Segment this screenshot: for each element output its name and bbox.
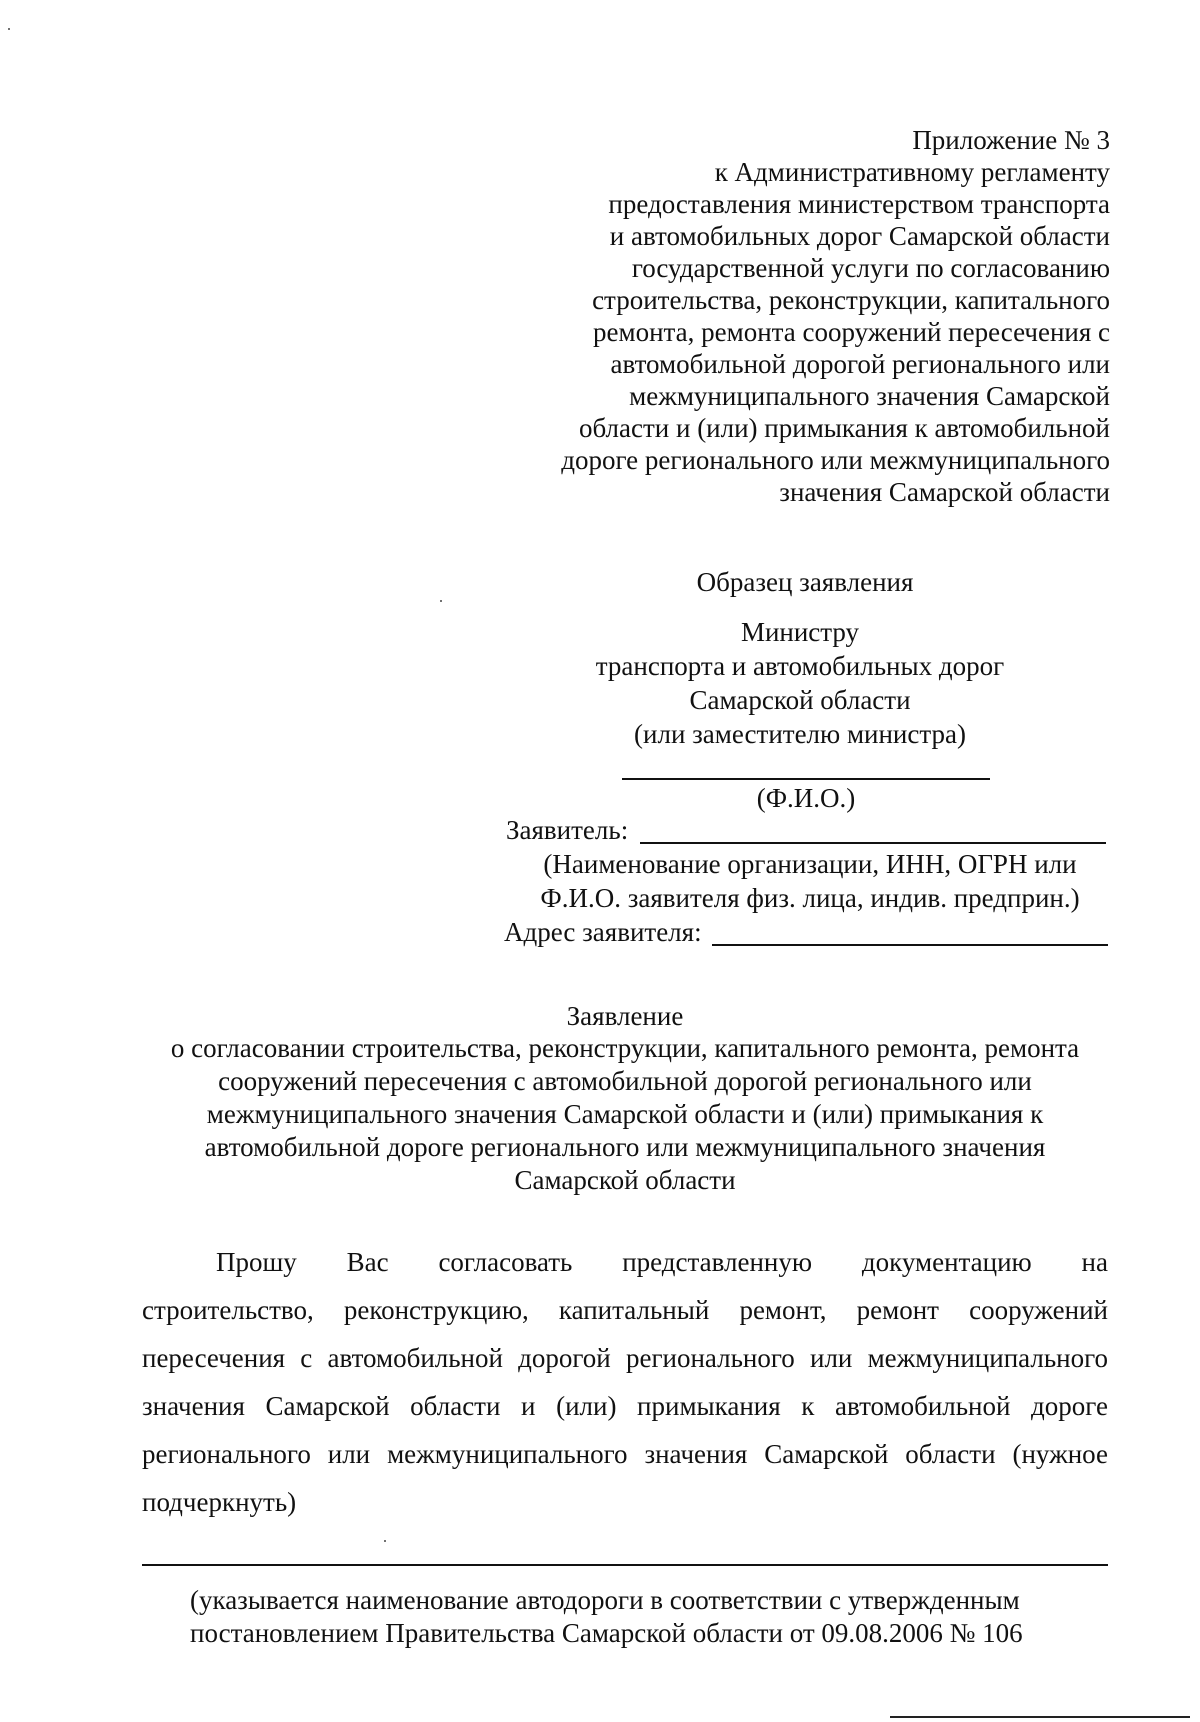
addressee-line: (или заместителю министра) xyxy=(634,719,966,749)
scan-speck xyxy=(384,1540,386,1542)
appendix-line: области и (или) примыкания к автомобильной xyxy=(578,413,1110,443)
statement-subject-line: о согласовании строительства, реконструкции, капитального ремонта, ремонта xyxy=(170,1033,1080,1063)
applicant-blank-line xyxy=(640,842,1106,844)
applicant-hint: (Наименование организации, ИНН, ОГРН или xyxy=(543,849,1077,879)
addressee-line: Самарской области xyxy=(689,685,911,715)
scan-edge-line xyxy=(890,1716,1190,1718)
road-note-line: (указывается наименование автодороги в соответствии с утвержденным xyxy=(190,1585,1020,1615)
appendix-line: государственной услуги по согласованию xyxy=(631,253,1110,283)
appendix-line: автомобильной дорогой регионального или xyxy=(610,349,1110,379)
body-line: пересечения с автомобильной дорогой регионального или межмуниципального xyxy=(142,1343,1108,1373)
appendix-line: строительства, реконструкции, капитального xyxy=(592,285,1110,315)
addressee-line: транспорта и автомобильных дорог xyxy=(595,651,1005,681)
statement-subject-line: автомобильной дороге регионального или межмуниципального значения xyxy=(204,1132,1046,1162)
statement-title: Заявление xyxy=(566,1001,684,1031)
appendix-line: ремонта, ремонта сооружений пересечения с xyxy=(593,317,1110,347)
statement-subject-line: сооружений пересечения с автомобильной дорогой регионального или xyxy=(218,1066,1032,1096)
road-note-line: постановлением Правительства Самарской области от 09.08.2006 № 106 xyxy=(190,1618,1023,1648)
scan-speck xyxy=(8,28,10,30)
addressee-line: Министру xyxy=(740,617,860,647)
appendix-line: и автомобильных дорог Самарской области xyxy=(609,221,1110,251)
body-line: значения Самарской области и (или) примыкания к автомобильной дороге xyxy=(142,1391,1108,1421)
statement-subject-line: Самарской области xyxy=(514,1165,736,1195)
body-line: Прошу Вас согласовать представленную документацию на xyxy=(216,1247,1108,1277)
appendix-line: предоставления министерством транспорта xyxy=(608,189,1110,219)
address-label: Адрес заявителя: xyxy=(504,917,702,947)
statement-subject-line: межмуниципального значения Самарской области и (или) примыкания к xyxy=(206,1099,1044,1129)
road-name-blank-line xyxy=(142,1564,1108,1566)
address-blank-line xyxy=(712,944,1108,946)
applicant-hint: Ф.И.О. заявителя физ. лица, индив. предприн.) xyxy=(540,883,1080,913)
scan-speck xyxy=(440,600,442,602)
body-line: подчеркнуть) xyxy=(142,1487,297,1517)
fio-caption: (Ф.И.О.) xyxy=(756,783,856,813)
sample-title: Образец заявления xyxy=(696,567,914,597)
appendix-number: Приложение № 3 xyxy=(912,125,1110,155)
appendix-line: значения Самарской области xyxy=(779,477,1110,507)
body-line: строительство, реконструкцию, капитальный ремонт, ремонт сооружений xyxy=(142,1295,1108,1325)
applicant-label: Заявитель: xyxy=(506,815,629,845)
appendix-line: межмуниципального значения Самарской xyxy=(629,381,1110,411)
appendix-line: дороге регионального или межмуниципального xyxy=(561,445,1110,475)
fio-blank-line xyxy=(622,778,990,780)
body-line: регионального или межмуниципального значения Самарской области (нужное xyxy=(142,1439,1108,1469)
appendix-line: к Административному регламенту xyxy=(714,157,1110,187)
